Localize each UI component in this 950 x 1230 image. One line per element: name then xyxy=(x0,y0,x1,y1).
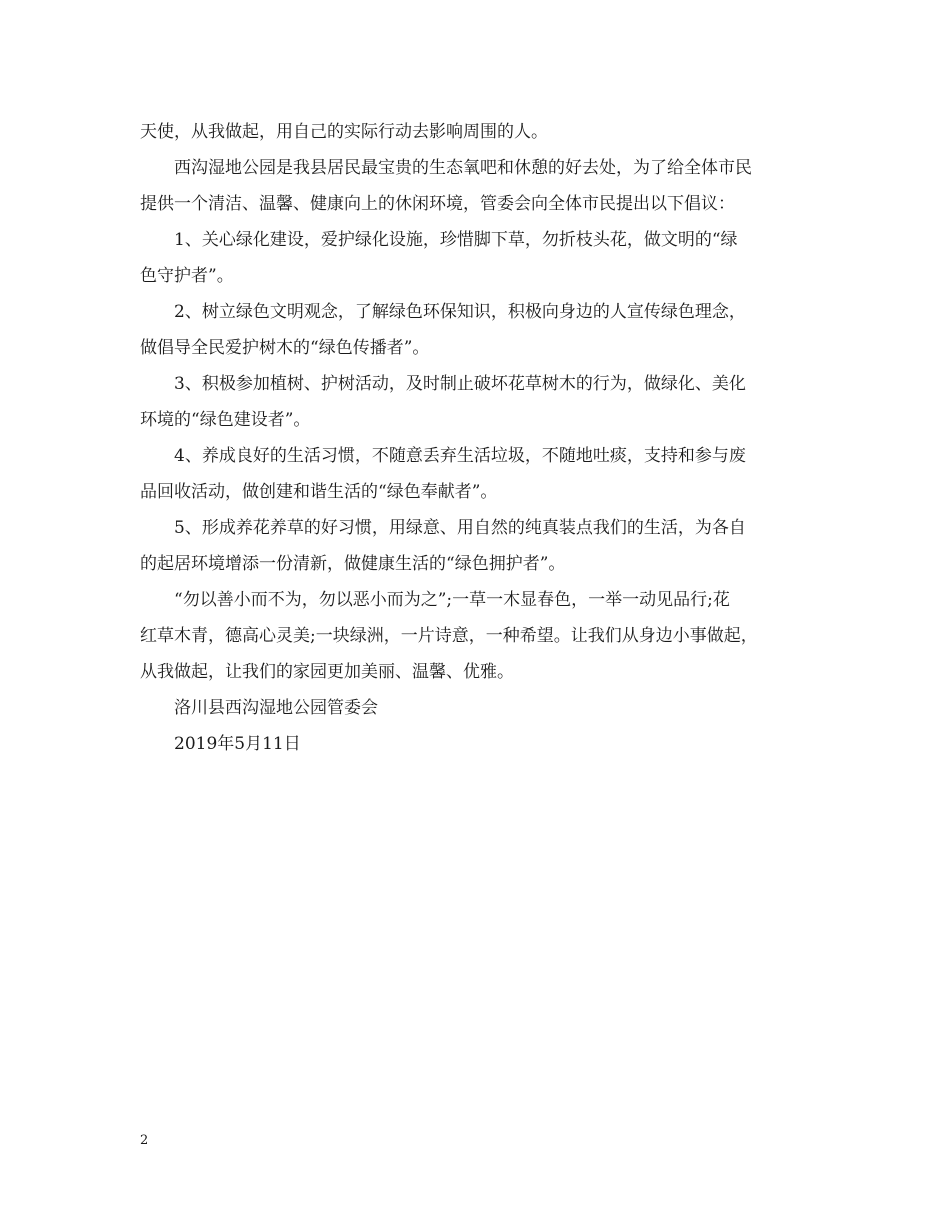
closing-paragraph-line: 从我做起，让我们的家园更加美丽、温馨、优雅。 xyxy=(140,662,514,682)
proposal-item-5-line: 5、形成养花养草的好习惯，用绿意、用自然的纯真装点我们的生活，为各自 xyxy=(174,518,746,538)
paragraph-intro-line: 提供一个清洁、温馨、健康向上的休闲环境，管委会向全体市民提出以下倡议： xyxy=(140,194,735,214)
page-number: 2 xyxy=(140,1133,149,1148)
closing-paragraph-line: “勿以善小而不为，勿以恶小而为之”;一草一木显春色，一举一动见品行;花 xyxy=(174,590,730,610)
proposal-item-3-line: 3、积极参加植树、护树活动，及时制止破坏花草树木的行为，做绿化、美化 xyxy=(174,374,746,394)
proposal-item-5-line: 的起居环境增添一份清新，做健康生活的“绿色拥护者”。 xyxy=(140,554,566,574)
proposal-item-2-line: 2、树立绿色文明观念，了解绿色环保知识，积极向身边的人宣传绿色理念， xyxy=(174,302,746,322)
signature-organization: 洛川县西沟湿地公园管委会 xyxy=(174,698,378,718)
proposal-item-3-line: 环境的“绿色建设者”。 xyxy=(140,410,311,430)
document-body xyxy=(140,114,830,762)
proposal-item-4-line: 品回收活动，做创建和谐生活的“绿色奉献者”。 xyxy=(140,482,498,502)
signature-date: 2019年5月11日 xyxy=(174,734,301,754)
paragraph-intro-line: 西沟湿地公园是我县居民最宝贵的生态氧吧和休憩的好去处，为了给全体市民 xyxy=(174,158,752,178)
proposal-item-2-line: 做倡导全民爱护树木的“绿色传播者”。 xyxy=(140,338,430,358)
paragraph-line-continuation: 天使，从我做起，用自己的实际行动去影响周围的人。 xyxy=(140,122,548,142)
proposal-item-1-line: 1、关心绿化建设，爱护绿化设施，珍惜脚下草，勿折枝头花，做文明的“绿 xyxy=(174,230,738,250)
closing-paragraph-line: 红草木青，德高心灵美;一块绿洲，一片诗意，一种希望。让我们从身边小事做起， xyxy=(140,626,758,646)
proposal-item-1-line: 色守护者”。 xyxy=(140,266,234,286)
proposal-item-4-line: 4、养成良好的生活习惯，不随意丢弃生活垃圾，不随地吐痰，支持和参与废 xyxy=(174,446,746,466)
